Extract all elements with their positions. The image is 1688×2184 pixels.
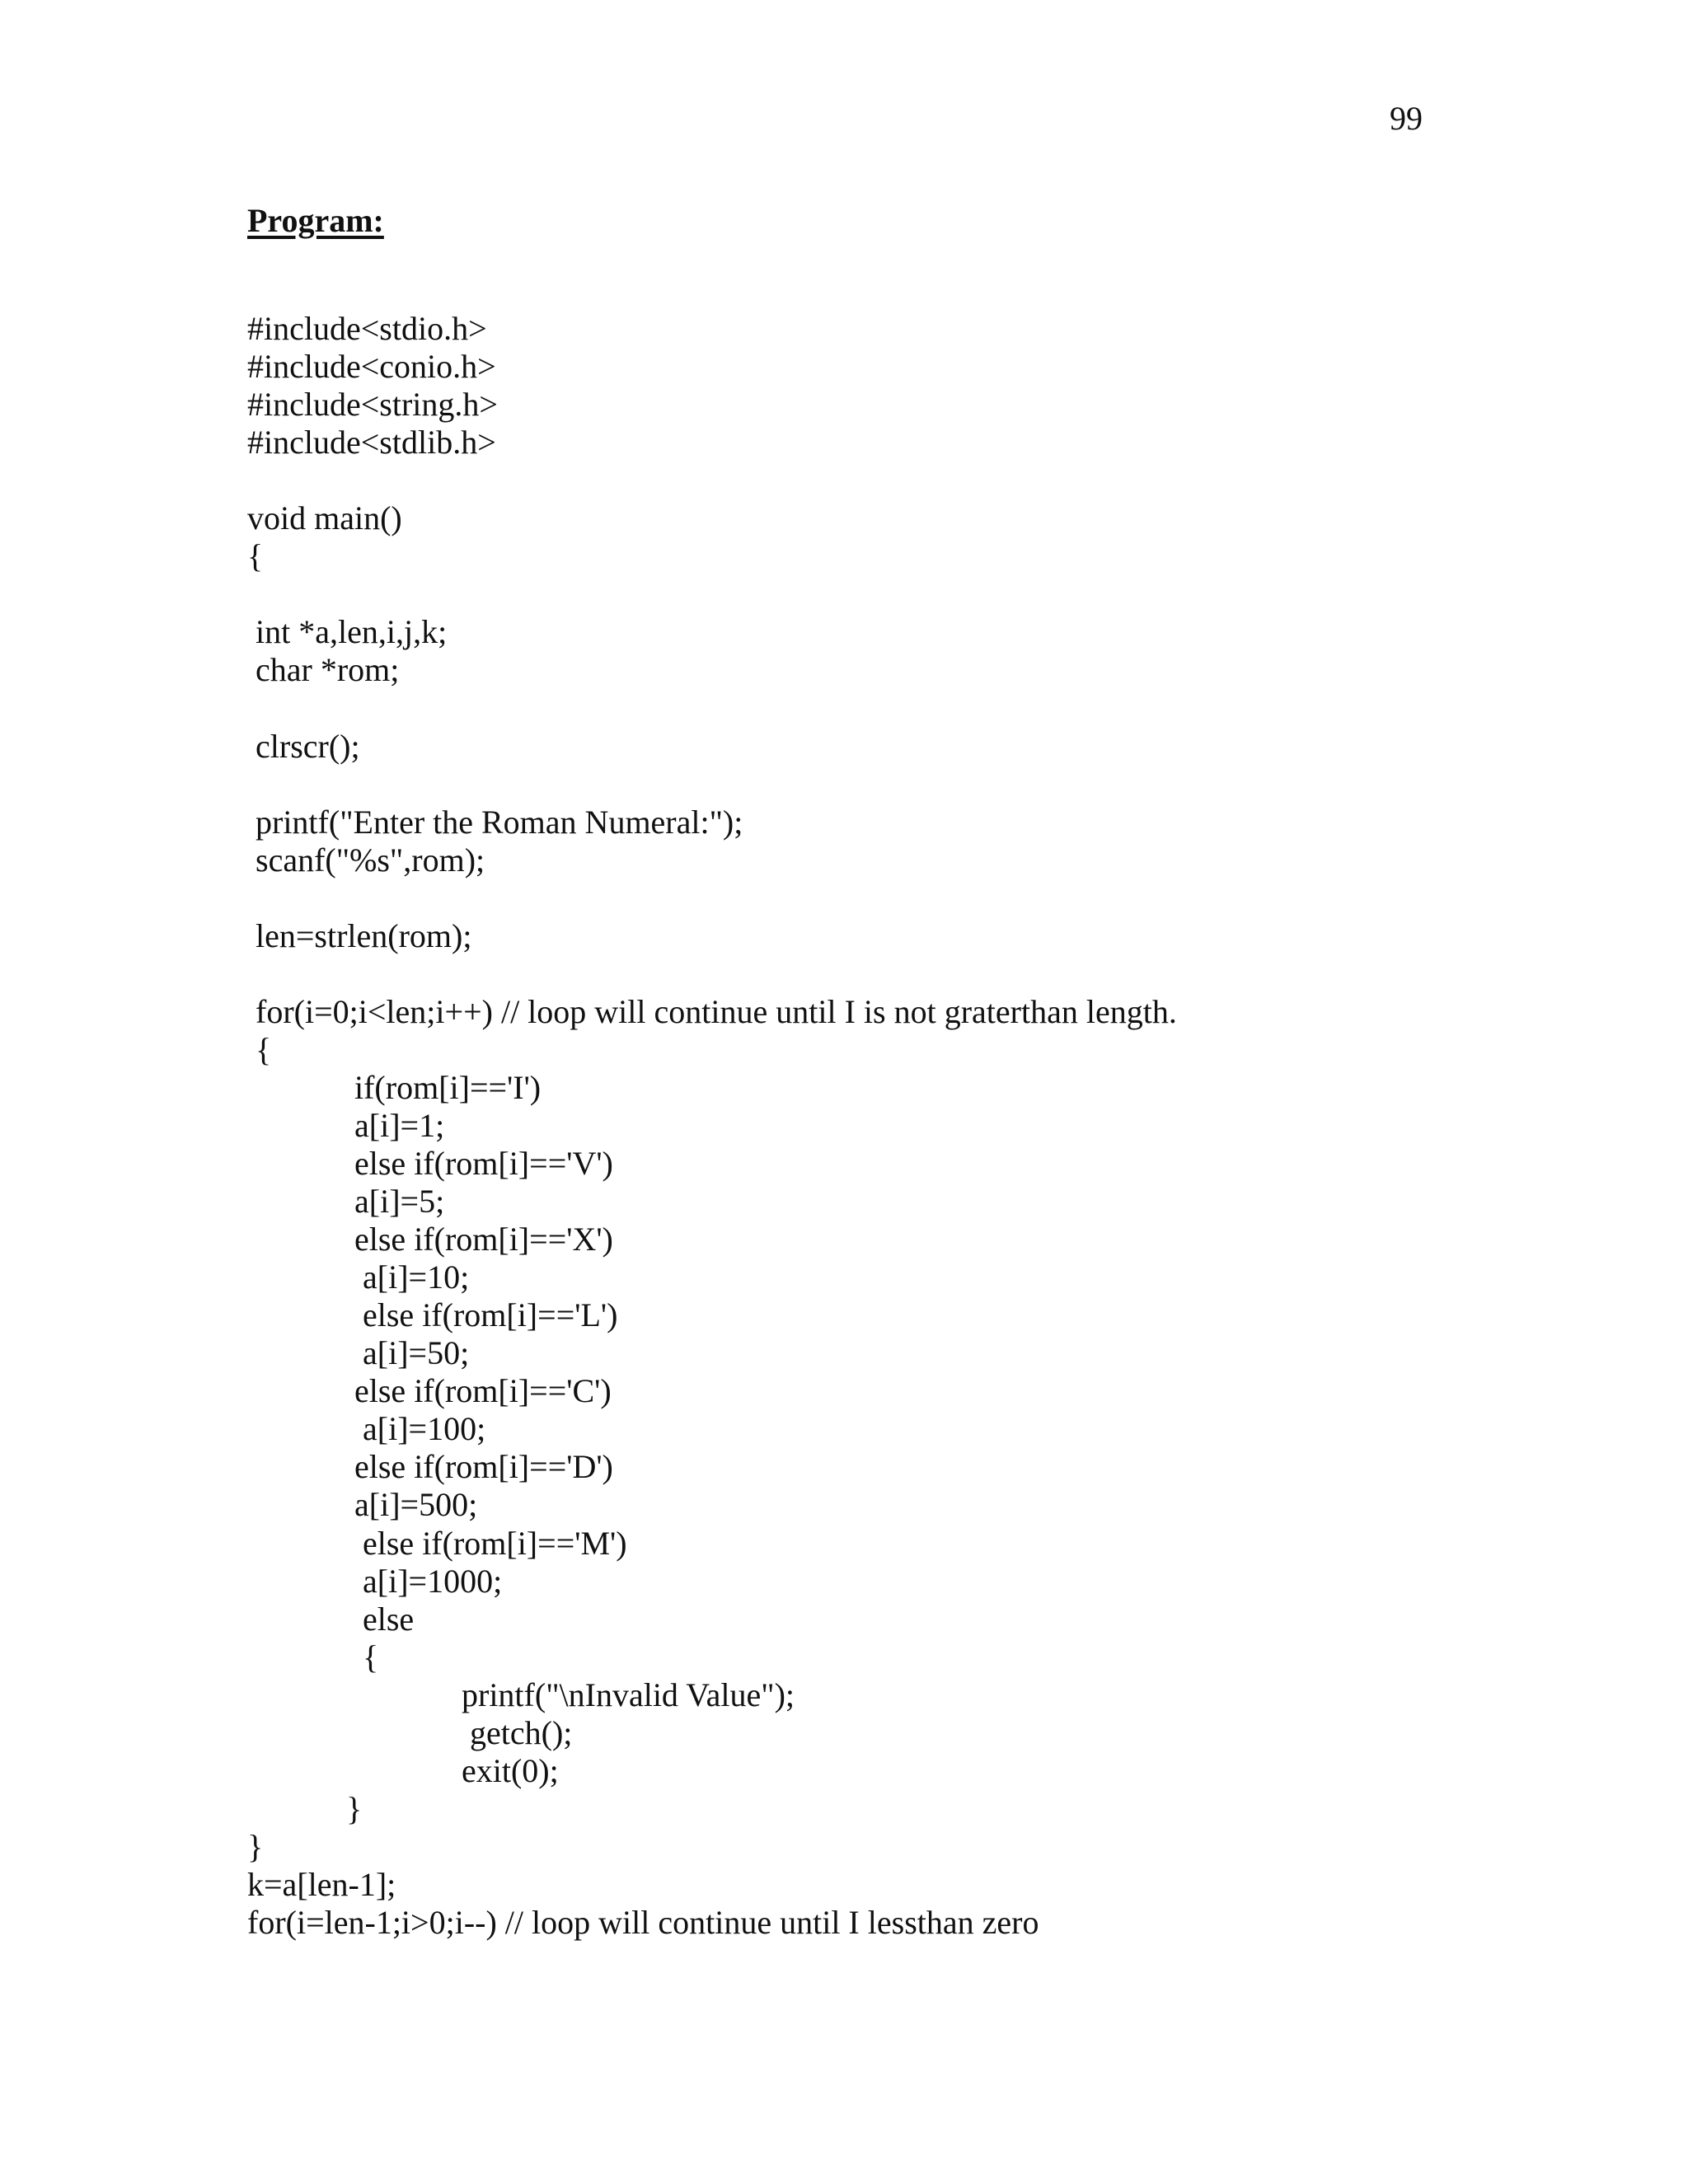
code-line (0, 1258, 1688, 1296)
code-line (0, 1714, 1688, 1752)
code-line (0, 348, 1688, 386)
code-line (0, 424, 1688, 462)
code-line (0, 1601, 1688, 1638)
code-line-text: else if(rom[i]=='L') (363, 1296, 618, 1334)
code-line (0, 1410, 1688, 1448)
code-line-text: void main() (247, 499, 402, 537)
code-line (0, 728, 1688, 766)
code-block (0, 310, 1688, 1942)
code-line (0, 1334, 1688, 1372)
code-line-text: for(i=0;i<len;i++) // loop will continue until I is not graterthan length. (256, 992, 1177, 1030)
code-line-text: if(rom[i]=='I') (354, 1068, 542, 1106)
code-line (0, 1448, 1688, 1486)
code-line-text: exit(0); (462, 1751, 559, 1789)
code-line (0, 1183, 1688, 1221)
code-line (0, 1676, 1688, 1714)
code-line-text: a[i]=5; (354, 1183, 445, 1221)
code-line-text: printf("\nInvalid Value"); (462, 1675, 795, 1713)
code-line (0, 1221, 1688, 1258)
code-line (0, 537, 1688, 575)
code-line (0, 689, 1688, 727)
page-number: 99 (1390, 100, 1423, 137)
code-line-text: a[i]=500; (354, 1486, 478, 1524)
code-line (0, 804, 1688, 841)
code-line (0, 1296, 1688, 1334)
code-line-text: getch(); (470, 1713, 573, 1751)
code-line (0, 1790, 1688, 1828)
code-line (0, 651, 1688, 689)
code-line-text: clrscr(); (256, 727, 360, 765)
code-line (0, 841, 1688, 879)
code-line (0, 1563, 1688, 1601)
code-line (0, 1372, 1688, 1410)
code-line-text: else if(rom[i]=='V') (354, 1145, 613, 1183)
code-line (0, 1031, 1688, 1069)
code-line (0, 1752, 1688, 1790)
code-line (0, 310, 1688, 348)
code-line (0, 462, 1688, 499)
code-line (0, 955, 1688, 993)
code-line-text: printf("Enter the Roman Numeral:"); (256, 803, 743, 841)
code-line (0, 917, 1688, 955)
code-line (0, 1638, 1688, 1676)
code-line-text: a[i]=100; (363, 1410, 486, 1448)
code-line (0, 1525, 1688, 1563)
code-line-text: char *rom; (256, 651, 400, 689)
code-line-text: else if(rom[i]=='M') (363, 1524, 627, 1562)
code-line-text: else if(rom[i]=='X') (354, 1221, 613, 1258)
code-line (0, 1107, 1688, 1145)
code-line-text: } (346, 1789, 363, 1827)
section-heading: Program: (247, 202, 384, 239)
code-line-text: #include<stdio.h> (247, 310, 487, 347)
code-line (0, 1866, 1688, 1904)
code-line-text: { (363, 1638, 379, 1675)
code-line-text: #include<string.h> (247, 386, 498, 424)
code-line (0, 575, 1688, 613)
code-line (0, 993, 1688, 1031)
code-line-text: int *a,len,i,j,k; (256, 613, 448, 651)
code-line-text: a[i]=50; (363, 1334, 470, 1372)
code-line-text: else if(rom[i]=='C') (354, 1372, 612, 1410)
code-line (0, 1828, 1688, 1866)
code-line-text: { (256, 1030, 272, 1068)
code-line (0, 879, 1688, 917)
code-line-text: else if(rom[i]=='D') (354, 1448, 613, 1486)
code-line-text: #include<conio.h> (247, 348, 496, 386)
code-line-text: for(i=len-1;i>0;i--) // loop will continue until I lessthan zero (247, 1903, 1039, 1941)
code-line-text: scanf("%s",rom); (256, 841, 485, 879)
code-line-text: { (247, 537, 264, 575)
code-line (0, 613, 1688, 651)
code-line (0, 766, 1688, 804)
code-line-text: } (247, 1827, 264, 1865)
code-line-text: a[i]=1000; (363, 1562, 503, 1600)
code-line (0, 1145, 1688, 1183)
code-line-text: k=a[len-1]; (247, 1865, 396, 1903)
code-line (0, 1486, 1688, 1524)
code-line-text: a[i]=1; (354, 1106, 445, 1144)
code-line (0, 499, 1688, 537)
code-line-text: a[i]=10; (363, 1258, 470, 1296)
code-line-text: #include<stdlib.h> (247, 424, 496, 462)
code-line (0, 386, 1688, 424)
code-line (0, 1904, 1688, 1942)
code-line-text: else (363, 1600, 415, 1638)
code-line-text: len=strlen(rom); (256, 916, 472, 954)
code-line (0, 1069, 1688, 1107)
